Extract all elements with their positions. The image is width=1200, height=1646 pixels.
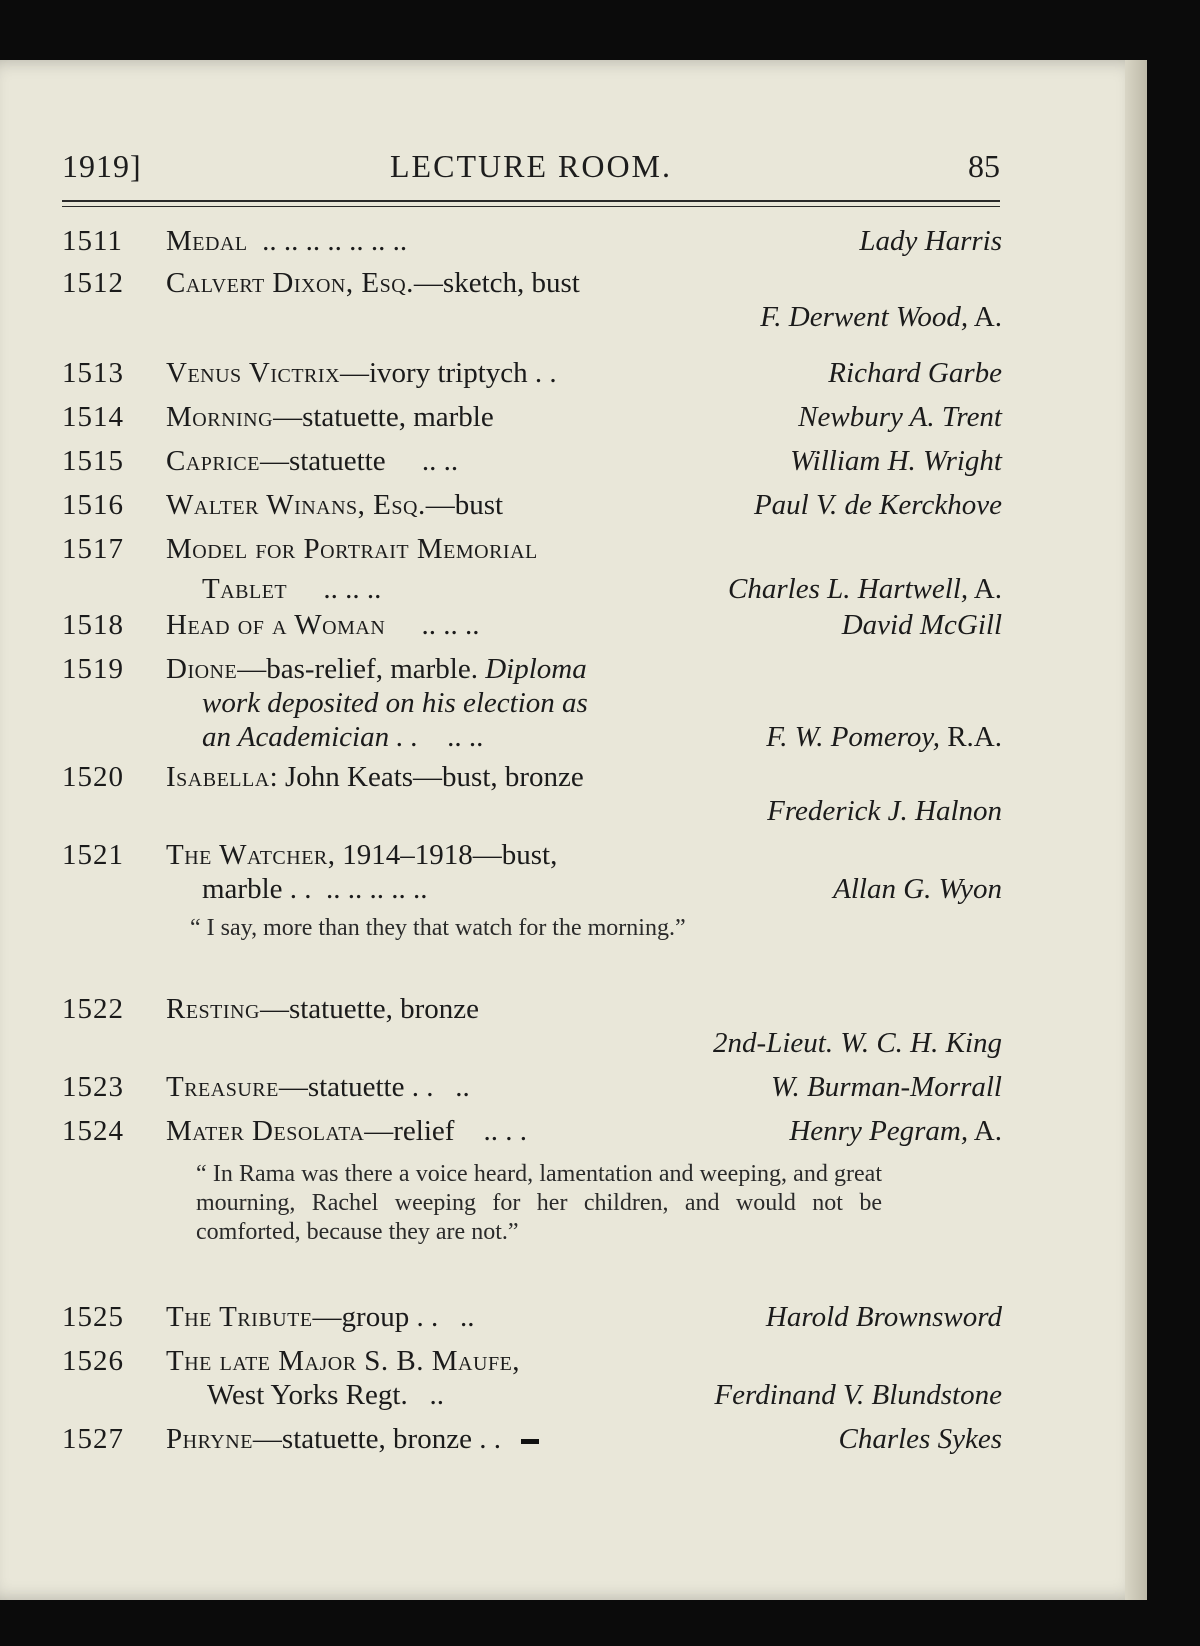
- entry-title: The late Major S. B. Maufe,: [166, 1345, 521, 1377]
- entry-artist: David McGill: [841, 609, 1002, 641]
- catalogue-entry: [62, 760, 1002, 828]
- entry-description-continued: West Yorks Regt.: [207, 1379, 408, 1411]
- catalogue-entry: [62, 838, 1002, 906]
- entry-title: Head of a Woman: [166, 609, 386, 641]
- entry-description: —statuette, bronze . .: [252, 1423, 501, 1455]
- catalogue-entry: [62, 266, 1002, 334]
- entry-number: 1513: [62, 357, 124, 389]
- catalogue-entry: [62, 488, 1002, 522]
- entry-artist: William H. Wright: [790, 445, 1002, 477]
- artist-rank: A.: [973, 1115, 1002, 1147]
- entry-number: 1521: [62, 839, 124, 871]
- catalogue-entry: [62, 1344, 1002, 1412]
- entry-number: 1522: [62, 993, 124, 1025]
- artist-rank: A.: [973, 301, 1002, 333]
- artist-rank: A.: [973, 573, 1002, 605]
- entry-artist: Allan G. Wyon: [833, 873, 1002, 905]
- entry-title: Mater Desolata: [166, 1115, 365, 1147]
- entry-number: 1515: [62, 445, 124, 477]
- header-rule: [62, 200, 1000, 202]
- entry-artist: Paul V. de Kerckhove: [753, 489, 1002, 521]
- catalogue-entry: [62, 356, 1002, 390]
- entry-description: —relief: [364, 1115, 455, 1147]
- entry-description: : John Keats—bust, bronze: [269, 761, 584, 793]
- leader-dots: .. .. ..: [421, 609, 480, 641]
- entry-number: 1512: [62, 267, 124, 299]
- artist-rank: R.A.: [947, 721, 1002, 753]
- entry-artist: Harold Brownsword: [765, 1301, 1002, 1333]
- entry-artist: Charles Sykes: [838, 1423, 1002, 1455]
- catalogue-entry: [62, 400, 1002, 434]
- leader-dots: .. .. .. .. .. .. ..: [262, 225, 408, 257]
- catalogue-entry: [62, 652, 1002, 754]
- entry-description: —statuette: [259, 445, 386, 477]
- entry-title-continued: Tablet: [202, 573, 288, 605]
- entry-number: 1517: [62, 533, 124, 565]
- catalogue-entry: [62, 1300, 1002, 1334]
- catalogue-entry: [62, 444, 1002, 478]
- entry-number: 1520: [62, 761, 124, 793]
- entry-note: Diploma: [485, 653, 587, 685]
- catalogue-entry: [62, 1422, 1002, 1456]
- entry-description: —statuette, marble: [273, 401, 494, 433]
- entry-title: Venus Victrix: [166, 357, 340, 389]
- entry-number: 1514: [62, 401, 124, 433]
- entry-artist: Ferdinand V. Blundstone: [714, 1379, 1002, 1411]
- entry-title: Treasure: [166, 1071, 279, 1103]
- entry-artist: Charles L. Hartwell,: [728, 573, 969, 605]
- entry-description: , 1914–1918—bust,: [327, 839, 558, 871]
- entry-description: —sketch, bust: [413, 267, 580, 299]
- catalogue-entry: [62, 608, 1002, 642]
- entry-number: 1523: [62, 1071, 124, 1103]
- entry-number: 1525: [62, 1301, 124, 1333]
- entry-title: Isabella: [166, 761, 270, 793]
- leader-dots: .. .. .. .. ..: [326, 873, 428, 905]
- entry-note: work deposited on his election as: [202, 687, 588, 719]
- entry-description: —ivory triptych . .: [340, 357, 557, 389]
- entry-number: 1518: [62, 609, 124, 641]
- leader-dots: .. ..: [447, 721, 484, 753]
- entry-artist: F. Derwent Wood,: [760, 301, 969, 333]
- entry-title: Caprice: [166, 445, 260, 477]
- entry-number: 1527: [62, 1423, 124, 1455]
- entry-description: —statuette . .: [278, 1071, 434, 1103]
- catalogue-entry: [62, 1114, 1002, 1148]
- entry-title: The Tribute: [166, 1301, 313, 1333]
- catalogue-entry: [62, 992, 1002, 1060]
- entry-title: Resting: [166, 993, 260, 1025]
- catalogue-entry: [62, 224, 1002, 258]
- catalogue-entry: [62, 532, 1002, 606]
- entry-title: Phryne: [166, 1423, 253, 1455]
- entry-description: —statuette, bronze: [259, 993, 479, 1025]
- entry-number: 1526: [62, 1345, 124, 1377]
- leader-dots: .. ..: [421, 445, 459, 477]
- entry-description: —group . .: [312, 1301, 439, 1333]
- entry-title: Calvert Dixon, Esq.: [166, 267, 414, 299]
- entry-title: Dione: [166, 653, 238, 685]
- entry-artist: 2nd-Lieut. W. C. H. King: [713, 1027, 1002, 1059]
- entry-artist: F. W. Pomeroy,: [766, 721, 940, 753]
- leader-dots: .. .. ..: [323, 573, 382, 605]
- page-number: 85: [968, 148, 1000, 184]
- leader-dots: ..: [459, 1301, 475, 1333]
- entry-artist: W. Burman-Morrall: [771, 1071, 1002, 1103]
- ink-dash: [521, 1439, 539, 1444]
- entry-artist: Newbury A. Trent: [798, 401, 1002, 433]
- entry-artist: Richard Garbe: [828, 357, 1002, 389]
- leader-dots: ..: [429, 1379, 444, 1411]
- entry-description: —bust: [425, 489, 504, 521]
- entry-title: Medal: [166, 225, 248, 257]
- leader-dots: .. . .: [483, 1115, 527, 1147]
- entry-title: Model for Portrait Memorial: [166, 533, 538, 565]
- header-rule-thin: [62, 206, 1000, 207]
- entry-quote: “ In Rama was there a voice heard, lamentation and weeping, and great mourning, Rachel weeping for her children, and would not be comforted, because they are not.”: [196, 1161, 882, 1245]
- entry-title: Morning: [166, 401, 274, 433]
- entry-number: 1516: [62, 489, 124, 521]
- entry-title: The Watcher: [166, 839, 328, 871]
- entry-number: 1524: [62, 1115, 124, 1147]
- page-edge: [1125, 60, 1147, 1600]
- running-header: [62, 148, 1000, 194]
- entry-artist: Lady Harris: [859, 225, 1002, 257]
- page-title: LECTURE ROOM.: [390, 148, 672, 184]
- header-year: 1919]: [62, 148, 142, 184]
- entry-title: Walter Winans, Esq.: [166, 489, 426, 521]
- catalogue-entry: [62, 1070, 1002, 1104]
- entry-number: 1511: [62, 225, 123, 257]
- entry-number: 1519: [62, 653, 124, 685]
- entry-artist: Frederick J. Halnon: [767, 795, 1002, 827]
- entry-description-continued: marble . .: [202, 873, 312, 905]
- leader-dots: ..: [455, 1071, 470, 1103]
- entry-description: —bas-relief, marble.: [237, 653, 478, 685]
- entry-quote: “ I say, more than they that watch for the morning.”: [190, 915, 686, 941]
- entry-artist: Henry Pegram,: [789, 1115, 969, 1147]
- entry-note: an Academician . .: [202, 721, 419, 753]
